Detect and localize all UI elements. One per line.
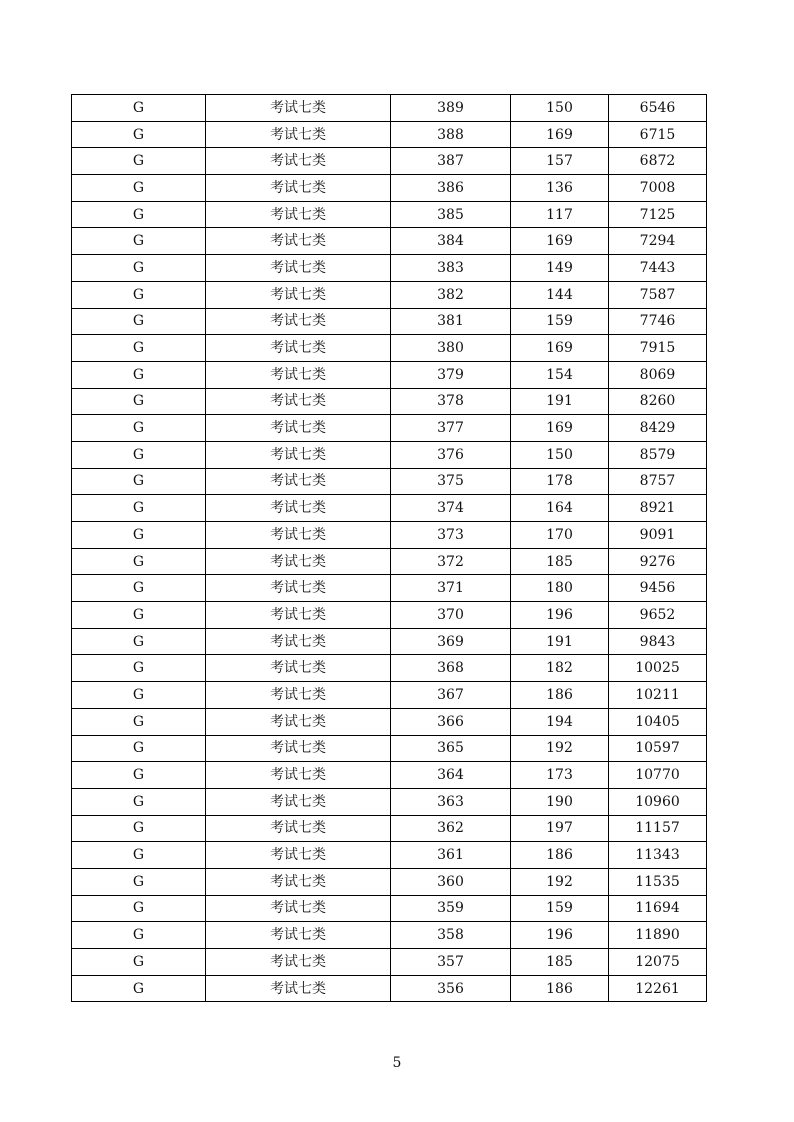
cumulative-cell: 8069	[609, 361, 707, 388]
count-cell: 136	[511, 175, 609, 202]
score-cell: 387	[391, 148, 511, 175]
count-cell: 190	[511, 788, 609, 815]
exam-type-cell: 考试七类	[206, 121, 391, 148]
category-cell: G	[72, 762, 206, 789]
score-cell: 383	[391, 255, 511, 282]
exam-type-cell: 考试七类	[206, 922, 391, 949]
exam-type-cell: 考试七类	[206, 148, 391, 175]
category-cell: G	[72, 735, 206, 762]
count-cell: 169	[511, 415, 609, 442]
cumulative-cell: 7294	[609, 228, 707, 255]
category-cell: G	[72, 602, 206, 629]
category-cell: G	[72, 975, 206, 1002]
cumulative-cell: 8579	[609, 441, 707, 468]
count-cell: 169	[511, 228, 609, 255]
count-cell: 194	[511, 708, 609, 735]
table-row	[72, 815, 707, 842]
count-cell: 159	[511, 895, 609, 922]
cumulative-cell: 7008	[609, 175, 707, 202]
count-cell: 170	[511, 522, 609, 549]
table-row	[72, 308, 707, 335]
exam-type-cell: 考试七类	[206, 682, 391, 709]
cumulative-cell: 11890	[609, 922, 707, 949]
count-cell: 191	[511, 388, 609, 415]
exam-type-cell: 考试七类	[206, 815, 391, 842]
count-cell: 185	[511, 949, 609, 976]
cumulative-cell: 8921	[609, 495, 707, 522]
score-cell: 371	[391, 575, 511, 602]
exam-type-cell: 考试七类	[206, 495, 391, 522]
cumulative-cell: 10405	[609, 708, 707, 735]
cumulative-cell: 6546	[609, 95, 707, 122]
category-cell: G	[72, 628, 206, 655]
cumulative-cell: 10211	[609, 682, 707, 709]
table-row	[72, 121, 707, 148]
category-cell: G	[72, 575, 206, 602]
count-cell: 169	[511, 335, 609, 362]
table-row	[72, 281, 707, 308]
cumulative-cell: 7587	[609, 281, 707, 308]
score-cell: 380	[391, 335, 511, 362]
category-cell: G	[72, 842, 206, 869]
cumulative-cell: 10025	[609, 655, 707, 682]
category-cell: G	[72, 228, 206, 255]
cumulative-cell: 12075	[609, 949, 707, 976]
category-cell: G	[72, 868, 206, 895]
score-cell: 367	[391, 682, 511, 709]
score-cell: 384	[391, 228, 511, 255]
cumulative-cell: 6872	[609, 148, 707, 175]
cumulative-cell: 10960	[609, 788, 707, 815]
cumulative-cell: 8757	[609, 468, 707, 495]
table-row	[72, 228, 707, 255]
count-cell: 197	[511, 815, 609, 842]
score-cell: 372	[391, 548, 511, 575]
cumulative-cell: 7746	[609, 308, 707, 335]
category-cell: G	[72, 655, 206, 682]
category-cell: G	[72, 415, 206, 442]
cumulative-cell: 7915	[609, 335, 707, 362]
exam-type-cell: 考试七类	[206, 975, 391, 1002]
category-cell: G	[72, 468, 206, 495]
count-cell: 149	[511, 255, 609, 282]
exam-type-cell: 考试七类	[206, 735, 391, 762]
count-cell: 117	[511, 201, 609, 228]
score-cell: 356	[391, 975, 511, 1002]
score-cell: 360	[391, 868, 511, 895]
table-row	[72, 522, 707, 549]
exam-type-cell: 考试七类	[206, 228, 391, 255]
table-row	[72, 361, 707, 388]
category-cell: G	[72, 388, 206, 415]
score-cell: 370	[391, 602, 511, 629]
score-cell: 361	[391, 842, 511, 869]
exam-type-cell: 考试七类	[206, 388, 391, 415]
category-cell: G	[72, 148, 206, 175]
cumulative-cell: 11535	[609, 868, 707, 895]
cumulative-cell: 7125	[609, 201, 707, 228]
category-cell: G	[72, 281, 206, 308]
category-cell: G	[72, 201, 206, 228]
score-cell: 378	[391, 388, 511, 415]
exam-type-cell: 考试七类	[206, 602, 391, 629]
table-row	[72, 255, 707, 282]
table-row	[72, 655, 707, 682]
cumulative-cell: 7443	[609, 255, 707, 282]
category-cell: G	[72, 682, 206, 709]
count-cell: 144	[511, 281, 609, 308]
table-row	[72, 682, 707, 709]
table-row	[72, 95, 707, 122]
count-cell: 154	[511, 361, 609, 388]
exam-type-cell: 考试七类	[206, 708, 391, 735]
exam-type-cell: 考试七类	[206, 335, 391, 362]
category-cell: G	[72, 548, 206, 575]
category-cell: G	[72, 95, 206, 122]
score-cell: 379	[391, 361, 511, 388]
table-row	[72, 495, 707, 522]
count-cell: 192	[511, 868, 609, 895]
cumulative-cell: 11343	[609, 842, 707, 869]
table-row	[72, 388, 707, 415]
cumulative-cell: 9652	[609, 602, 707, 629]
exam-type-cell: 考试七类	[206, 868, 391, 895]
exam-type-cell: 考试七类	[206, 842, 391, 869]
category-cell: G	[72, 441, 206, 468]
exam-type-cell: 考试七类	[206, 281, 391, 308]
score-cell: 363	[391, 788, 511, 815]
count-cell: 196	[511, 602, 609, 629]
score-cell: 373	[391, 522, 511, 549]
score-cell: 362	[391, 815, 511, 842]
count-cell: 186	[511, 842, 609, 869]
cumulative-cell: 9843	[609, 628, 707, 655]
score-cell: 377	[391, 415, 511, 442]
score-distribution-table	[71, 94, 707, 1002]
exam-type-cell: 考试七类	[206, 361, 391, 388]
category-cell: G	[72, 175, 206, 202]
count-cell: 182	[511, 655, 609, 682]
table-row	[72, 468, 707, 495]
count-cell: 169	[511, 121, 609, 148]
category-cell: G	[72, 895, 206, 922]
cumulative-cell: 8429	[609, 415, 707, 442]
count-cell: 192	[511, 735, 609, 762]
table-row	[72, 708, 707, 735]
cumulative-cell: 8260	[609, 388, 707, 415]
count-cell: 196	[511, 922, 609, 949]
cumulative-cell: 10770	[609, 762, 707, 789]
count-cell: 173	[511, 762, 609, 789]
exam-type-cell: 考试七类	[206, 655, 391, 682]
score-cell: 358	[391, 922, 511, 949]
exam-type-cell: 考试七类	[206, 522, 391, 549]
exam-type-cell: 考试七类	[206, 628, 391, 655]
cumulative-cell: 9276	[609, 548, 707, 575]
table-row	[72, 415, 707, 442]
score-cell: 365	[391, 735, 511, 762]
score-cell: 376	[391, 441, 511, 468]
table-row	[72, 201, 707, 228]
count-cell: 150	[511, 95, 609, 122]
count-cell: 185	[511, 548, 609, 575]
count-cell: 191	[511, 628, 609, 655]
score-cell: 366	[391, 708, 511, 735]
category-cell: G	[72, 815, 206, 842]
table-row	[72, 548, 707, 575]
count-cell: 159	[511, 308, 609, 335]
score-cell: 374	[391, 495, 511, 522]
category-cell: G	[72, 308, 206, 335]
table-row	[72, 788, 707, 815]
table-row	[72, 975, 707, 1002]
exam-type-cell: 考试七类	[206, 441, 391, 468]
exam-type-cell: 考试七类	[206, 949, 391, 976]
table-row	[72, 441, 707, 468]
count-cell: 178	[511, 468, 609, 495]
category-cell: G	[72, 255, 206, 282]
page-number: 5	[392, 1055, 402, 1071]
count-cell: 186	[511, 682, 609, 709]
category-cell: G	[72, 495, 206, 522]
exam-type-cell: 考试七类	[206, 468, 391, 495]
cumulative-cell: 6715	[609, 121, 707, 148]
table-row	[72, 575, 707, 602]
score-cell: 357	[391, 949, 511, 976]
cumulative-cell: 10597	[609, 735, 707, 762]
cumulative-cell: 11694	[609, 895, 707, 922]
table-row	[72, 628, 707, 655]
exam-type-cell: 考试七类	[206, 201, 391, 228]
score-cell: 385	[391, 201, 511, 228]
category-cell: G	[72, 922, 206, 949]
score-cell: 369	[391, 628, 511, 655]
score-cell: 382	[391, 281, 511, 308]
count-cell: 150	[511, 441, 609, 468]
table-row	[72, 922, 707, 949]
cumulative-cell: 11157	[609, 815, 707, 842]
table-row	[72, 148, 707, 175]
exam-type-cell: 考试七类	[206, 95, 391, 122]
cumulative-cell: 9091	[609, 522, 707, 549]
category-cell: G	[72, 708, 206, 735]
score-cell: 381	[391, 308, 511, 335]
count-cell: 157	[511, 148, 609, 175]
table-body	[72, 95, 707, 1002]
cumulative-cell: 9456	[609, 575, 707, 602]
exam-type-cell: 考试七类	[206, 788, 391, 815]
table-row	[72, 335, 707, 362]
table-row	[72, 949, 707, 976]
category-cell: G	[72, 335, 206, 362]
exam-type-cell: 考试七类	[206, 175, 391, 202]
exam-type-cell: 考试七类	[206, 255, 391, 282]
exam-type-cell: 考试七类	[206, 895, 391, 922]
score-cell: 386	[391, 175, 511, 202]
table-row	[72, 842, 707, 869]
exam-type-cell: 考试七类	[206, 415, 391, 442]
category-cell: G	[72, 522, 206, 549]
score-cell: 375	[391, 468, 511, 495]
score-cell: 368	[391, 655, 511, 682]
exam-type-cell: 考试七类	[206, 308, 391, 335]
count-cell: 186	[511, 975, 609, 1002]
table-row	[72, 175, 707, 202]
exam-type-cell: 考试七类	[206, 575, 391, 602]
table-row	[72, 868, 707, 895]
table-row	[72, 895, 707, 922]
score-cell: 359	[391, 895, 511, 922]
category-cell: G	[72, 788, 206, 815]
score-cell: 364	[391, 762, 511, 789]
category-cell: G	[72, 121, 206, 148]
count-cell: 180	[511, 575, 609, 602]
table-row	[72, 735, 707, 762]
table-row	[72, 762, 707, 789]
category-cell: G	[72, 949, 206, 976]
category-cell: G	[72, 361, 206, 388]
exam-type-cell: 考试七类	[206, 762, 391, 789]
score-cell: 388	[391, 121, 511, 148]
exam-type-cell: 考试七类	[206, 548, 391, 575]
count-cell: 164	[511, 495, 609, 522]
cumulative-cell: 12261	[609, 975, 707, 1002]
table-row	[72, 602, 707, 629]
score-cell: 389	[391, 95, 511, 122]
